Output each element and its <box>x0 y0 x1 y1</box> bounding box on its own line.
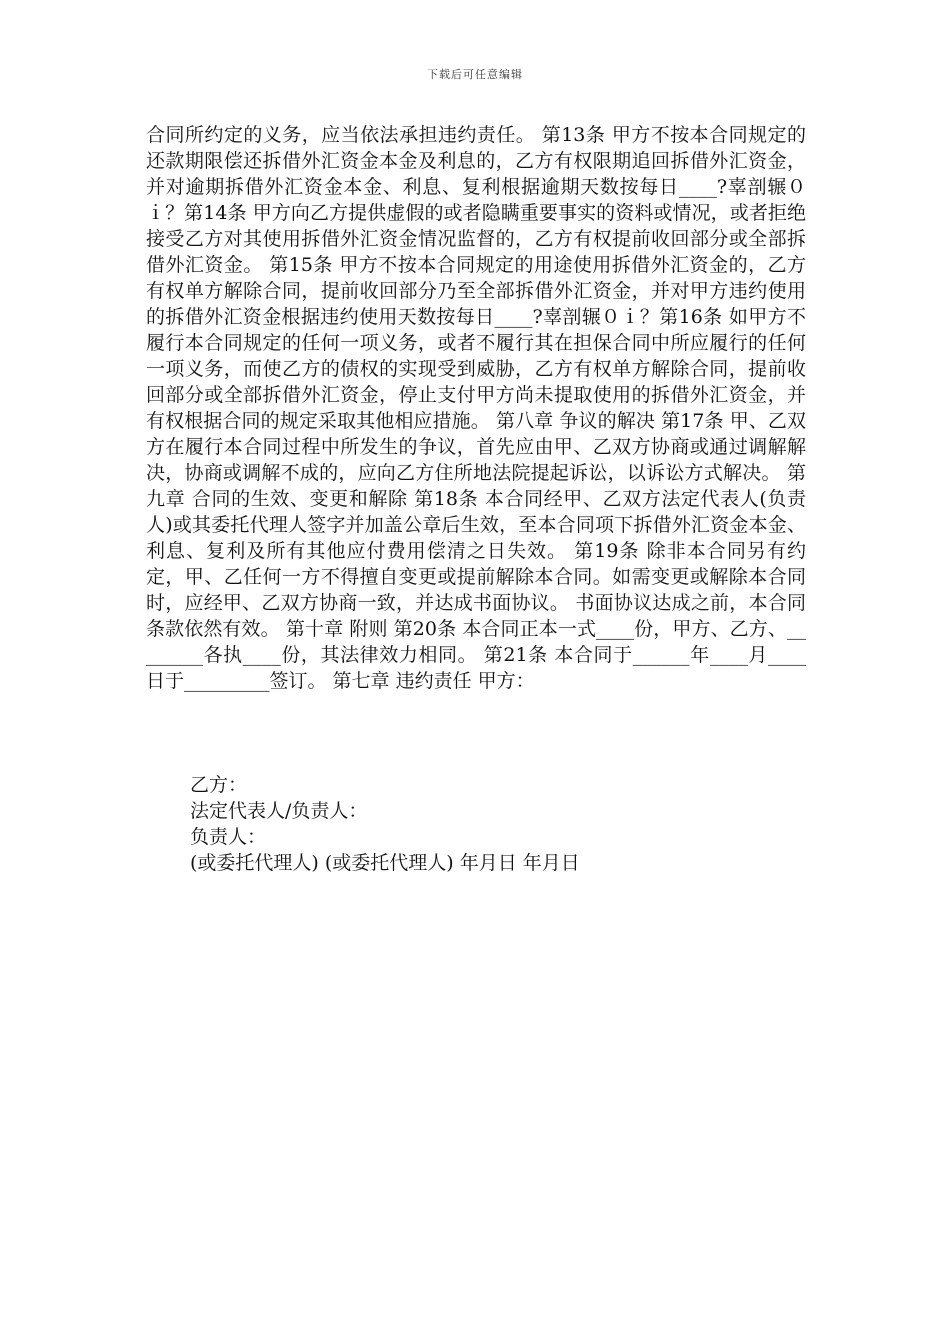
agents-date-line: (或委托代理人) (或委托代理人) 年月日 年月日 <box>190 852 580 874</box>
signature-block <box>190 772 580 876</box>
page-header-note: 下载后可任意编辑 <box>427 68 523 81</box>
contract-body-text: 合同所约定的义务，应当依法承担违约责任。 第13条 甲方不按本合同规定的还款期限偿还拆借外汇资金本金及利息的，乙方有权限期追回拆借外汇资金，并对逾期拆借外汇资金本金、利息、复利根据逾期天数按每日____?辜剖辗０ｉ？第14条 甲方向乙方提供虚假的或者隐瞒重要事实的资料或情况，或者拒绝接受乙方对其使用拆借外汇资金情况监督的，乙方有权提前收回部分或全部拆借外汇资金。 第15条 甲方不按本合同规定的用途使用拆借外汇资金的，乙方有权单方解除合同，提前收回部分乃至全部拆借外汇资金，并对甲方违约使用的拆借外汇资金根据违约使用天数按每日____?辜剖辗０ｉ？第16条 如甲方不履行本合同规定的任何一项义务，或者不履行其在担保合同中所应履行的任何一项义务，而使乙方的债权的实现受到威胁，乙方有权单方解除合同，提前收回部分或全部拆借外汇资金，停止支付甲方尚未提取使用的拆借外汇资金，并有权根据合同的规定采取其他相应措施。 第八章 争议的解决 第17条 甲、乙双方在履行本合同过程中所发生的争议，首先应由甲、乙双方协商或通过调解解决，协商或调解不成的，应向乙方住所地法院提起诉讼，以诉讼方式解决。 第九章 合同的生效、变更和解除 第18条 本合同经甲、乙双方法定代表人(负责人)或其委托代理人签字并加盖公章后生效，至本合同项下拆借外汇资金本金、利息、复利及所有其他应付费用偿清之日失效。 第19条 除非本合同另有约定，甲、乙任何一方不得擅自变更或提前解除本合同。如需变更或解除本合同时，应经甲、乙双方协商一致，并达成书面协议。 书面协议达成之前，本合同条款依然有效。 第十章 附则 第20条 本合同正本一式____份，甲方、乙方、________各执____份，其法律效力相同。 第21条 本合同于______年____月____日于_________签订。 第七章 违约责任 甲方： <box>146 124 806 692</box>
responsible-person-label: 负责人： <box>190 826 267 848</box>
party-b-label: 乙方： <box>190 774 248 796</box>
legal-representative-label: 法定代表人/负责人： <box>190 800 368 822</box>
